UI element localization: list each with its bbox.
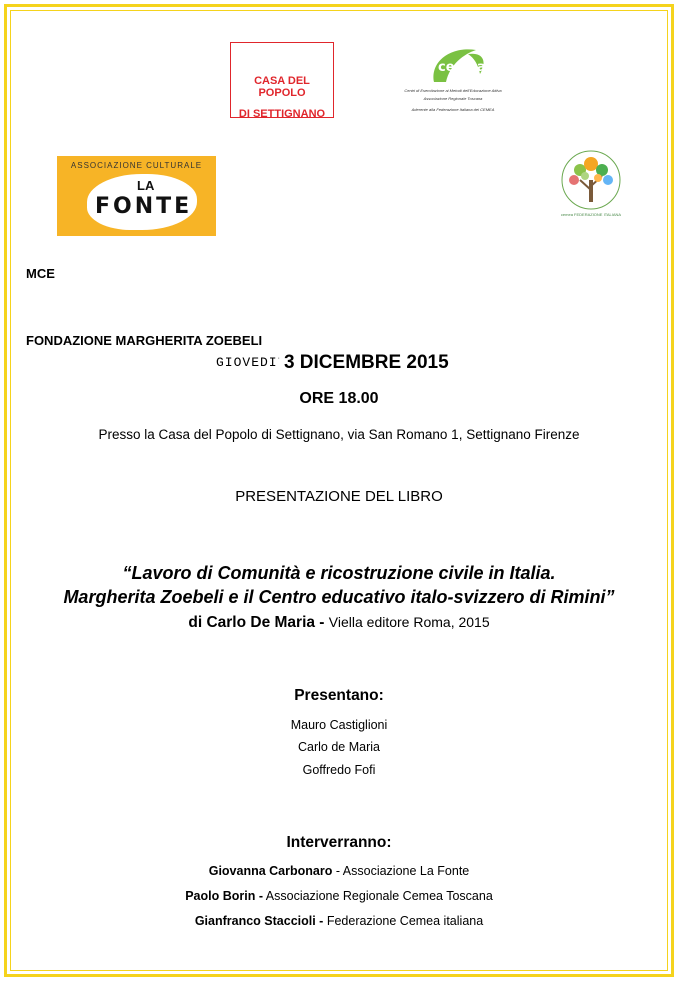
event-date (216, 352, 449, 374)
cemea-logo (398, 44, 508, 122)
event-day: GIOVEDI (216, 355, 278, 370)
speaker-org: - Associazione La Fonte (335, 864, 470, 878)
book-title-line1: “Lavoro di Comunità e ricostruzione civile in Italia. (122, 563, 556, 583)
org-mce: MCE (26, 266, 55, 281)
speaker-name: Gianfranco Staccioli - (194, 914, 324, 928)
tree-icon (558, 150, 624, 212)
speaker-line (0, 914, 678, 928)
presenter-name: Mauro Castiglioni (290, 718, 388, 732)
tree-caption: cemea FEDERAZIONE ITALIANA (560, 212, 622, 217)
book-title-line2: Margherita Zoebeli e il Centro educativo italo-svizzero di Rimini” (63, 587, 615, 607)
cemea-line1: Centri di Esercitazione ai Metodi dell'Educazione Attiva (404, 88, 502, 93)
speaker-name: Giovanna Carbonaro (208, 864, 333, 878)
fonte-word: FONTE (95, 194, 193, 219)
speaker-org: Federazione Cemea italiana (326, 914, 484, 928)
presentano-heading: Presentano: (294, 687, 384, 704)
speaker-org: Associazione Regionale Cemea Toscana (265, 889, 493, 903)
cemea-line3: Aderente alla Federazione Italiana dei CEMEA (411, 107, 495, 112)
fonte-la: LA (137, 178, 155, 193)
cemea-word: cemea (438, 60, 486, 75)
presenter-name: Carlo de Maria (298, 740, 380, 754)
event-time: ORE 18.00 (299, 390, 379, 407)
book-author-line (0, 614, 678, 632)
event-full-date: 3 DICEMBRE 2015 (283, 352, 449, 373)
org-fondazione: FONDAZIONE MARGHERITA ZOEBELI (26, 333, 263, 348)
speaker-name: Paolo Borin - (185, 889, 263, 903)
cemea-tree-logo (558, 150, 624, 222)
book-heading: PRESENTAZIONE DEL LIBRO (235, 488, 443, 505)
cemea-swoosh-icon (428, 44, 490, 88)
day-dot: · (277, 355, 280, 362)
la-fonte-logo (57, 156, 216, 236)
casa-del-popolo-logo (230, 42, 334, 118)
book-author: di Carlo De Maria - (188, 614, 325, 631)
book-publisher: Viella editore Roma, 2015 (328, 614, 490, 630)
cemea-line2: Associazione Regionale Toscana (423, 96, 483, 101)
event-location: Presso la Casa del Popolo di Settignano, via San Romano 1, Settignano Firenze (98, 427, 580, 442)
fonte-assoc-label: ASSOCIAZIONE CULTURALE (70, 161, 203, 170)
interverranno-heading: Interverranno: (286, 834, 392, 851)
speaker-line (0, 864, 678, 878)
casa-logo-line2: DI SETTIGNANO (238, 108, 326, 120)
presenter-name: Goffredo Fofi (302, 763, 376, 777)
casa-logo-line1: CASA DEL POPOLO (254, 75, 310, 99)
speaker-line (0, 889, 678, 903)
